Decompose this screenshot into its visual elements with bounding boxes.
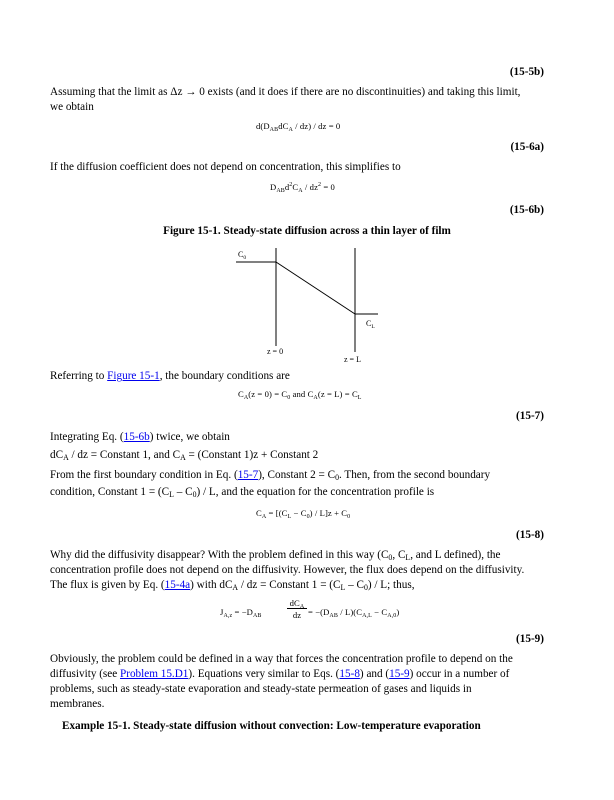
- paragraph-limit: Assuming that the limit as Δz → 0 exists (and it does if there are no discontinuities) and taking this limit, we obtain: [50, 86, 521, 113]
- link-eq-15-9[interactable]: 15-9: [389, 668, 410, 680]
- equation-number-15-6b: (15-6b): [509, 204, 544, 216]
- fraction-dca-dz: $dC_A$ dz: [287, 598, 307, 621]
- link-eq-15-7[interactable]: 15-7: [237, 469, 259, 481]
- equation-15-7: $C_A(z = 0) = C_0$ and $C_A(z = L) = C_L$: [238, 389, 362, 401]
- link-eq-15-4a[interactable]: 15-4a: [164, 579, 191, 591]
- paragraph-integrating: Integrating Eq. (15-6b) twice, we obtain: [50, 431, 230, 443]
- diffusion-profile-figure: [236, 244, 378, 364]
- label-cl: $C_L$: [366, 319, 375, 330]
- link-eq-15-8[interactable]: 15-8: [339, 668, 360, 680]
- paragraph-simplifies: If the diffusion coefficient does not depend on concentration, this simplifies to: [50, 161, 401, 173]
- link-problem-15-d1[interactable]: Problem 15.D1: [120, 668, 189, 680]
- label-c0: $C_0$: [238, 250, 247, 261]
- equation-number-15-8: (15-8): [516, 529, 544, 541]
- equation-number-15-5b: (15-5b): [509, 66, 544, 78]
- equation-15-6b: $D_{AB}d^2C_A / dz^2 = 0$: [270, 182, 335, 194]
- paragraph-diffusivity: Why did the diffusivity disappear? With the problem defined in this way ($C_0$, $C_L$, and L defined), the concentration profile does not depend on the diffusivity. However, the flux does depend on the diffusivity. The flux is given by Eq. (15-4a) with $dC_A$ / dz = Constant $1 = (C_L - C_0) / L$; thus,: [50, 549, 525, 592]
- paragraph-obviously: Obviously, the problem could be defined in a way that forces the concentration profile to depend on the diffusivity (see Problem 15.D1). Equations very similar to Eqs. (15-8) and (15-9) occur in a number of problems, such as steady-state evaporation and steady-state permeation of gases and liquids in membranes.: [50, 653, 513, 710]
- link-figure-15-1[interactable]: Figure 15-1: [107, 370, 160, 382]
- paragraph-first-boundary: From the first boundary condition in Eq. (15-7), Constant $2 = C_0$. Then, from the second boundary condition, Constant $1 = (C_L - C_0) / L$, and the equation for the concentration profile is: [50, 469, 491, 499]
- equation-number-15-6a: (15-6a): [510, 141, 544, 153]
- equation-number-15-9: (15-9): [516, 633, 544, 645]
- label-z0: z = 0: [267, 347, 284, 356]
- link-eq-15-6b[interactable]: 15-6b: [123, 431, 150, 443]
- paragraph-constants: $dC_A$ / dz = Constant 1, and $C_A$ = (Constant 1)z + Constant 2: [50, 449, 319, 462]
- figure-caption: Figure 15-1. Steady-state diffusion across a thin layer of film: [163, 225, 451, 237]
- equation-number-15-7: (15-7): [516, 410, 544, 422]
- label-zl: z = L: [344, 355, 361, 364]
- equation-15-6a: $d(D_{AB}dC_A / dz)$ / dz = 0: [256, 121, 341, 133]
- paragraph-boundary-conditions: Referring to Figure 15-1, the boundary conditions are: [50, 370, 290, 382]
- example-title: Example 15-1. Steady-state diffusion without convection: Low-temperature evaporation: [62, 720, 481, 732]
- equation-15-8: $C_A = [(C_L - C_0) / L]z + C_0$: [256, 508, 351, 520]
